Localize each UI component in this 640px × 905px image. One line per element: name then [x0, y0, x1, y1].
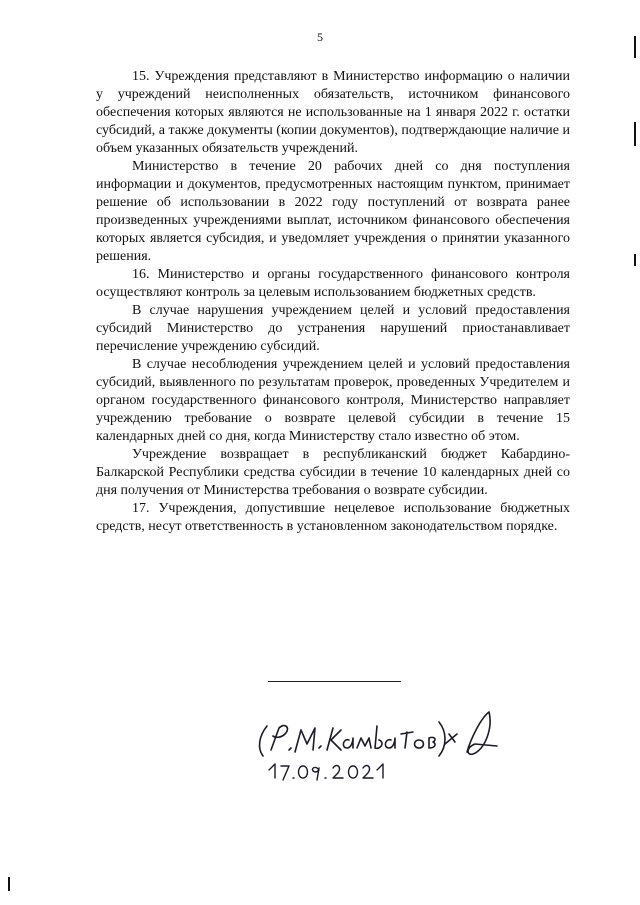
paragraph-16-control: 16. Министерство и органы государственного финансового контроля осуществляют контроль за целевым использованием бюджетных средств.: [96, 267, 570, 300]
paragraph-ministry-decision: Министерство в течение 20 рабочих дней со дня поступления информации и документов, предусмотренных настоящим пунктом, принимает решение об использовании в 2022 году поступлений от возврата ранее произведенных учреждениями выплат, источником финансового обеспечения которых является субсидия, и уведомляет учреждения о принятии указанного решения.: [96, 159, 570, 264]
scan-edge-mark: [634, 122, 636, 146]
paragraph-return-subsidy: Учреждение возвращает в республиканский бюджет Кабардино-Балкарской Республики средства субсидии в течение 10 календарных дней со дня получения от Министерства требования о возврате субсидии.: [96, 447, 570, 498]
scan-edge-mark: [634, 36, 636, 58]
scan-edge-mark: [8, 877, 10, 891]
paragraph-noncompliance-demand: В случае несоблюдения учреждением целей и условий предоставления субсидий, выявленного по результатам проверок, проведенных Учредителем и органом государственного финансового контроля, Министерство направляет учреждению требование о возврате целевой субсидии в течение 15 календарных дней со дня, когда Министерству стало известно об этом.: [96, 357, 570, 444]
paragraph-violation-suspension: В случае нарушения учреждением целей и условий предоставления субсидий Министерство до устранения нарушений приостанавливает перечисление учреждению субсидий.: [96, 303, 570, 354]
end-rule: [268, 681, 401, 682]
handwritten-signature: [245, 698, 505, 788]
document-body: [96, 68, 570, 536]
paragraph-17-responsibility: 17. Учреждения, допустившие нецелевое использование бюджетных средств, несут ответственность в установленном законодательством порядке.: [96, 501, 570, 534]
scan-edge-mark: [634, 254, 636, 266]
paragraph-15-submission: 15. Учреждения представляют в Министерство информацию о наличии у учреждений неисполненных обязательств, источником финансового обеспечения которых являются не использованные на 1 января 2022 г. остатки субсидий, а также документы (копии документов), подтверждающие наличие и объем указанных обязательств учреждений.: [96, 69, 570, 156]
page-number: 5: [317, 30, 323, 44]
